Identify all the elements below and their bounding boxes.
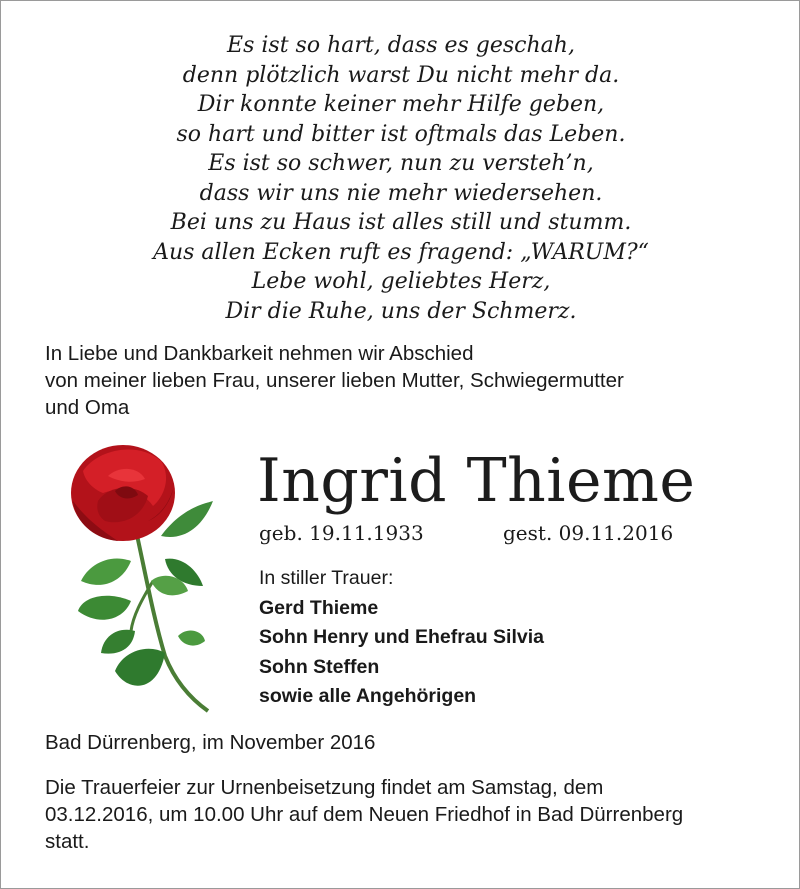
birth-date: geb. 19.11.1933 <box>259 521 424 545</box>
death-date: gest. 09.11.2016 <box>503 521 674 545</box>
red-rose-icon <box>53 431 223 721</box>
mourner-name: Gerd Thieme <box>259 596 379 619</box>
poem-line: Bei uns zu Haus ist alles still und stumm. <box>170 210 632 235</box>
notice-line: Die Trauerfeier zur Urnenbeisetzung findet am Samstag, dem <box>45 776 604 799</box>
funeral-notice <box>45 774 775 855</box>
notice-line: statt. <box>45 830 90 853</box>
intro-line: In Liebe und Dankbarkeit nehmen wir Abschied <box>45 342 474 365</box>
intro-line: von meiner lieben Frau, unserer lieben Mutter, Schwiegermutter <box>45 369 624 392</box>
poem-line: Lebe wohl, geliebtes Herz, <box>251 269 551 294</box>
poem-line: Aus allen Ecken ruft es fragend: „WARUM?“ <box>153 239 649 265</box>
mourner-name: Sohn Steffen <box>259 655 380 678</box>
poem-line: Es ist so hart, dass es geschah, <box>227 33 575 58</box>
mourners-list <box>259 564 759 712</box>
poem-line: so hart und bitter ist oftmals das Leben. <box>176 121 626 147</box>
notice-line: 03.12.2016, um 10.00 Uhr auf dem Neuen Friedhof in Bad Dürrenberg <box>45 803 684 826</box>
intro-line: und Oma <box>45 396 130 419</box>
poem-line: denn plötzlich warst Du nicht mehr da. <box>182 62 620 88</box>
mourner-name: sowie alle Angehörigen <box>259 685 477 707</box>
farewell-intro <box>45 340 765 421</box>
poem-line: Dir konnte keiner mehr Hilfe geben, <box>197 92 605 117</box>
poem-line: Es ist so schwer, nun zu versteh’n, <box>208 151 594 176</box>
place-and-date: Bad Dürrenberg, im November 2016 <box>45 731 376 754</box>
poem <box>1 31 800 326</box>
poem-line: Dir die Ruhe, uns der Schmerz. <box>225 298 577 324</box>
poem-line: dass wir uns nie mehr wiedersehen. <box>199 180 603 206</box>
mourners-label: In stiller Trauer: <box>259 567 394 589</box>
mourner-name: Sohn Henry und Ehefrau Silvia <box>259 626 544 648</box>
deceased-name: Ingrid Thieme <box>257 446 696 516</box>
